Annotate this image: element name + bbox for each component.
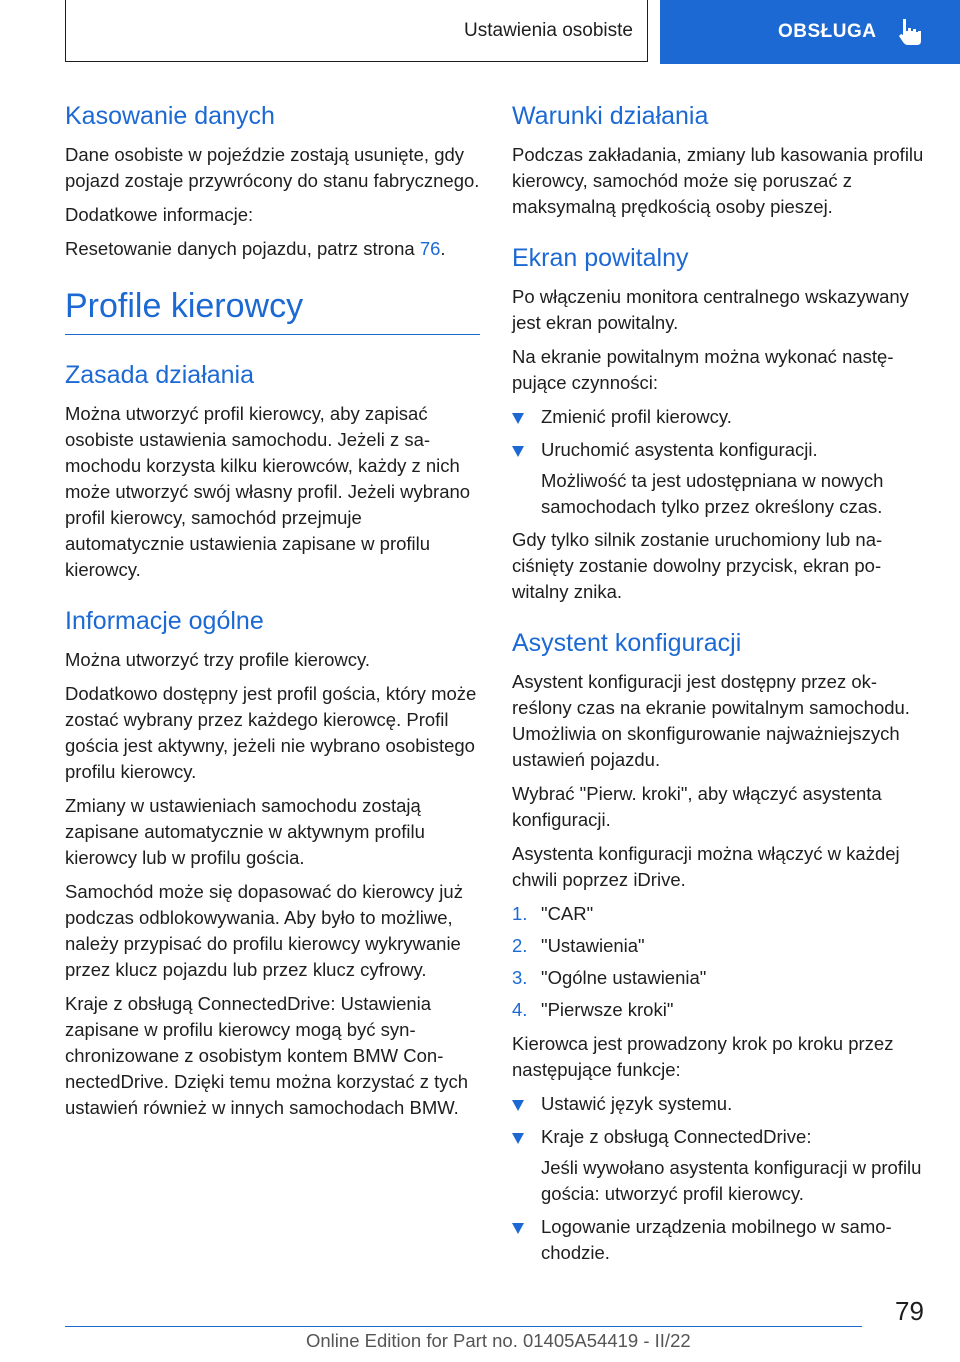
list-item: Ustawić język systemu. [512,1091,930,1117]
triangle-bullet-icon [512,1223,524,1234]
informacje-heading: Informacje ogólne [65,607,264,635]
kasowanie-p3-end: . [440,238,446,259]
informacje-p1: Można utworzyć trzy profile kierowcy. [65,649,370,670]
zasada-heading: Zasada działania [65,361,255,389]
warunki-heading: Warunki działania [512,102,709,130]
informacje-p2: Dodatkowo dostępny jest profil gościa, który może zostać wybrany przez każdego kierowcę. Profil gościa jest aktywny, jeżeli nie wybrano osobistego profilu kierowcy. [65,683,477,782]
asystent-steps [512,901,930,1023]
triangle-bullet-icon [512,1133,524,1144]
chapter-title: OBSŁUGA [778,21,877,42]
kasowanie-p2: Dodatkowe informacje: [65,204,254,225]
asystent-bullet-list-2 [512,1214,930,1266]
kasowanie-p1: Dane osobiste w pojeździe zostają usunięte, gdy pojazd zostaje przywrócony do stanu fabrycznego. [65,144,480,191]
profile-heading-block [65,284,480,335]
step-item: 3. "Ogólne ustawienia" [512,967,707,988]
kasowanie-heading: Kasowanie danych [65,102,275,130]
informacje-p4: Samochód może się dopasować do kierowcy już podczas odblokowywania. Aby było to możliwe, należy przypisać do profilu kierowcy wykrywanie przez klucz pojazdu lub przez klucz cyfrowy. [65,881,463,980]
asystent-p4: Kierowca jest prowadzony krok po kroku przez następujące funkcje: [512,1033,894,1080]
kasowanie-p3-text: Resetowanie danych pojazdu, patrz strona [65,238,420,259]
asystent-p3: Asystenta konfiguracji można włączyć w każdej chwili poprzez iDrive. [512,843,900,890]
ekran-note: Możliwość ta jest udostępniana w nowych samochodach tylko przez określony czas. [541,470,884,517]
asystent-p1: Asystent konfiguracji jest dostępny przez określony czas na ekranie powitalnym samochodu. Umożliwia on skonfigurowanie najważniejszych ustawień pojazdu. [512,671,910,770]
page-header [0,0,960,66]
chapter-tab [660,0,960,64]
section-title: Ustawienia osobiste [464,19,633,41]
asystent-p2: Wybrać "Pierw. kroki", aby włączyć asystenta konfiguracji. [512,783,882,830]
triangle-bullet-icon [512,446,524,457]
page-link-76[interactable]: 76 [419,238,441,259]
footer-edition: Online Edition for Part no. 01405A54419 - II/22 [306,1330,691,1351]
profile-heading: Profile kierowcy [65,287,304,325]
ekran-p3: Gdy tylko silnik zostanie uruchomiony lub naciśnięty zostanie dowolny przycisk, ekran powitalny znika. [512,529,883,602]
page-number: 79 [895,1296,924,1326]
informacje-p3: Zmiany w ustawieniach samochodu zostają zapisane automatycznie w aktywnym profilu kierowcy lub w profilu gościa. [65,795,425,868]
section-title-box [65,0,648,62]
list-item: Logowanie urządzenia mobilnego w samochodzie. [512,1214,930,1266]
list-item: Zmienić profil kierowcy. [512,404,930,430]
triangle-bullet-icon [512,1100,524,1111]
left-column [65,100,480,1129]
triangle-bullet-icon [512,413,524,424]
list-item: Uruchomić asystenta konfiguracji. [512,437,930,463]
zasada-p1: Można utworzyć profil kierowcy, aby zapisać osobiste ustawienia samochodu. Jeżeli z samochodu korzysta kilku kierowców, każdy z nich może utworzyć swój własny profil. Jeżeli wybrano profil kierowcy, samochód przejmuje automatycznie ustawienia zapisane w profilu kierowcy. [65,403,471,580]
right-column [512,100,930,1273]
asystent-bullet-list [512,1091,930,1150]
informacje-p5: Kraje z obsługą ConnectedDrive: Ustawienia zapisane w profilu kierowcy mogą być synchronizowane z osobistym kontem BMW ConnectedDrive. Dzięki temu można korzystać z tych ustawień również w innych samochodach BMW. [65,993,469,1118]
asystent-bullet2-note: Jeśli wywołano asystenta konfiguracji w profilu gościa: utworzyć profil kierowcy. [541,1157,922,1204]
ekran-heading: Ekran powitalny [512,244,689,272]
footer-divider [65,1326,862,1327]
ekran-p2: Na ekranie powitalnym można wykonać następujące czynności: [512,346,894,393]
ekran-p1: Po włączeniu monitora centralnego wskazywany jest ekran powitalny. [512,286,909,333]
list-item: Kraje z obsługą ConnectedDrive: [512,1124,930,1150]
pointing-hand-icon [897,17,923,47]
asystent-heading: Asystent konfiguracji [512,629,742,657]
warunki-p1: Podczas zakładania, zmiany lub kasowania profilu kierowcy, samochód może się poruszać z maksymalną prędkością osoby pieszej. [512,144,924,217]
ekran-bullet-list [512,404,930,463]
step-item: 1. "CAR" [512,903,594,924]
step-item: 2. "Ustawienia" [512,935,645,956]
kasowanie-p3 [65,236,480,262]
step-item: 4. "Pierwsze kroki" [512,999,674,1020]
